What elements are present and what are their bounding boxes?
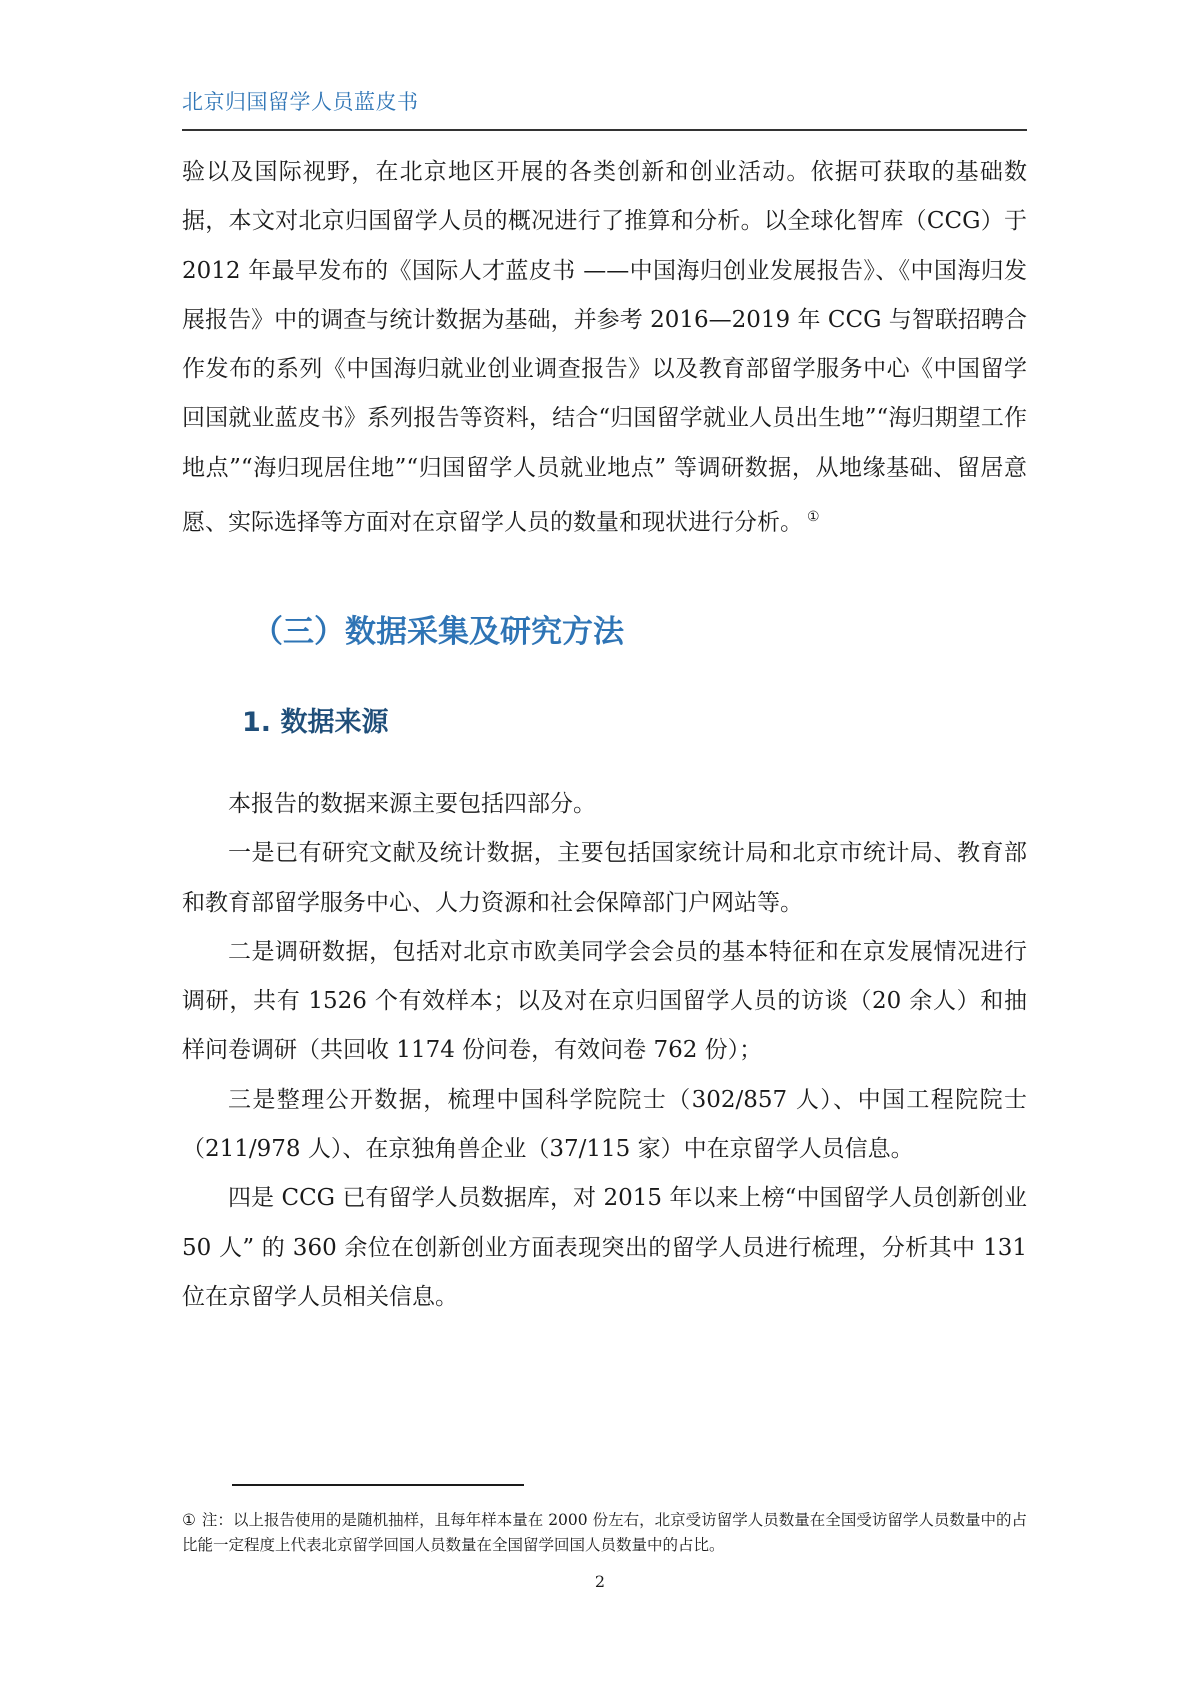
subsection-heading: 1. 数据来源 [242, 707, 389, 738]
sources-paragraph: 三是整理公开数据，梳理中国科学院院士（302/857 人）、中国工程院院士（211/978 人）、在京独角兽企业（37/115 家）中在京留学人员信息。 [182, 1086, 1027, 1163]
running-header: 北京归国留学人员蓝皮书 [182, 90, 419, 114]
section-heading: （三）数据采集及研究方法 [252, 614, 624, 650]
footnote-divider [232, 1484, 524, 1486]
footnote-mark: ① [182, 1511, 196, 1529]
data-sources-block [182, 780, 1027, 1322]
sources-paragraph: 四是 CCG 已有留学人员数据库，对 2015 年以来上榜“中国留学人员创新创业 50 人” 的 360 余位在创新创业方面表现突出的留学人员进行梳理，分析其中 131 位在京留学人员相关信息。 [182, 1185, 1027, 1310]
intro-text: 验以及国际视野，在北京地区开展的各类创新和创业活动。依据可获取的基础数据，本文对北京归国留学人员的概况进行了推算和分析。以全球化智库（CCG）于 2012 年最早发布的《国际人才蓝皮书 ——中国海归创业发展报告》、《中国海归发展报告》中的调查与统计数据为基础，并参考 2016—2019 年 CCG 与智联招聘合作发布的系列《中国海归就业创业调查报告》以及教育部留学服务中心《中国留学回国就业蓝皮书》系列报告等资料，结合“归国留学就业人员出生地”“海归期望工作地点”“海归现居住地”“归国留学人员就业地点” 等调研数据，从地缘基础、留居意愿、实际选择等方面对在京留学人员的数量和现状进行分析。 [182, 159, 1027, 536]
sources-paragraph: 一是已有研究文献及统计数据，主要包括国家统计局和北京市统计局、教育部和教育部留学服务中心、人力资源和社会保障部门户网站等。 [182, 840, 1027, 916]
footnote-text: 注：以上报告使用的是随机抽样，且每年样本量在 2000 份左右，北京受访留学人员数量在全国受访留学人员数量中的占比能一定程度上代表北京留学回国人员数量在全国留学回国人员数量中的占比。 [182, 1511, 1027, 1554]
footnote-reference[interactable]: ① [807, 509, 820, 526]
intro-paragraph [182, 148, 1027, 548]
intro-block [182, 148, 1027, 548]
sources-paragraph: 二是调研数据，包括对北京市欧美同学会会员的基本特征和在京发展情况进行调研，共有 1526 个有效样本；以及对在京归国留学人员的访谈（20 余人）和抽样问卷调研（共回收 1174 份问卷，有效问卷 762 份）； [182, 938, 1027, 1064]
page-number: 2 [594, 1572, 606, 1591]
footnote [182, 1508, 1027, 1558]
sources-paragraph: 本报告的数据来源主要包括四部分。 [228, 791, 596, 817]
header-divider [182, 129, 1027, 131]
